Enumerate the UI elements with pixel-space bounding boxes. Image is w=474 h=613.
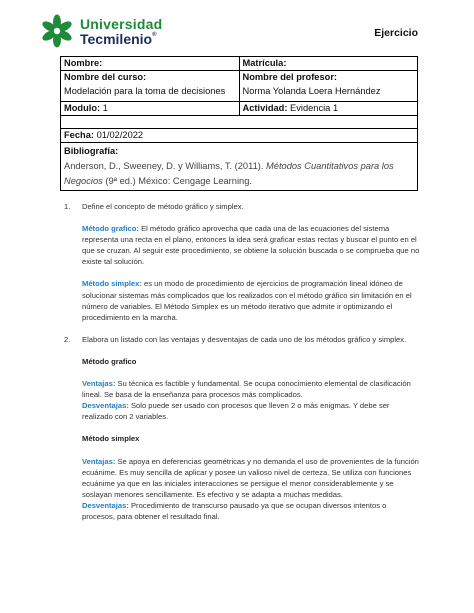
logo-tecmilenio-text: Tecmilenio® (80, 30, 157, 47)
question-2 (60, 334, 420, 345)
bibliography-label: Bibliografía: (64, 146, 119, 156)
matricula-cell: Matrícula: (239, 57, 418, 71)
grafico-definition: Método grafico: El método gráfico aprovecha que cada una de las ecuaciones del sistema representa una recta en el plano, entonces la idea será graficar estas rectas y buscar el punto en el que se cruzan. Al seguir este procedimiento, se obtiene la solución buscada o se comprueba que no existe tal solución. (82, 224, 420, 267)
section-title-grafico: Método grafico (82, 356, 137, 366)
tecmilenio-logo-icon (40, 14, 74, 48)
professor-value: Norma Yolanda Loera Hernández (242, 86, 381, 96)
document-body (60, 201, 420, 522)
question-number: 2. (64, 334, 71, 344)
section-title-simplex: Método simplex (82, 434, 140, 444)
document-type-label: Ejercicio (374, 27, 418, 39)
activity-cell: Actividad: Evidencia 1 (239, 102, 418, 116)
course-value: Modelación para la toma de decisiones (64, 86, 226, 96)
professor-cell (239, 71, 418, 102)
question-1 (60, 201, 420, 212)
simplex-advantages: Ventajas: Se apoya en deferencias geométricas y no demanda el uso de provenientes de la función ecuánime. Es muy sencilla de aplicar y posee un valioso nivel de certeza. Se utiliza con funciones ecuánime ya que en las iniciales interacciones se persigue el menor considerablemente y se soslayan menores sencillamente. Es efectivo y se adapta a muchas medidas. (82, 456, 419, 499)
student-info-table (60, 56, 418, 191)
grafico-disadvantages: Desventajas: Solo puede ser usado con procesos que lleven 2 o más enigmas. Y debe ser realizado con 2 variables. (82, 401, 390, 422)
university-logo (40, 14, 162, 48)
date-cell: Fecha: 01/02/2022 (61, 129, 418, 143)
course-label: Nombre del curso: (64, 72, 147, 82)
professor-label: Nombre del profesor: (242, 72, 338, 82)
logo-university-text: Universidad (80, 15, 163, 32)
grafico-advantages: Ventajas: Su técnica es factible y fundamental. Se ocupa conocimiento elemental de clasificación lineal. Se basa de la enseñanza para procesos más complicados. (82, 379, 411, 400)
question-number: 1. (64, 202, 71, 211)
blank-row (61, 116, 418, 129)
name-cell: Nombre: (61, 57, 240, 71)
module-cell: Modulo: 1 (61, 102, 240, 116)
bibliography-reference: Anderson, D., Sweeney, D. y Williams, T. (2011). Métodos Cuantitativos para los Negocios (9ª ed.) México: Cengage Learning. (64, 161, 394, 186)
bibliography-cell (61, 143, 418, 191)
simplex-definition: Método simplex: es un modo de procedimiento de ejercicios de programación lineal idóneo de solucionar sistemas más complicados que los realizados con el método gráfico sin limitación en el número de variables. El Método Simplex es un método iterativo que admite ir optimizando el procedimiento en la marcha. (82, 279, 412, 322)
question-text: Define el concepto de método gráfico y simplex. (82, 202, 244, 211)
question-text: Elabora un listado con las ventajas y desventajas de cada uno de los métodos gráfico y simplex. (82, 334, 407, 344)
simplex-disadvantages: Desventajas: Procedimiento de transcurso pausado ya que se ocupan diversos intentos o procesos, para obtener el resultado final. (82, 500, 387, 521)
course-cell (61, 71, 240, 102)
